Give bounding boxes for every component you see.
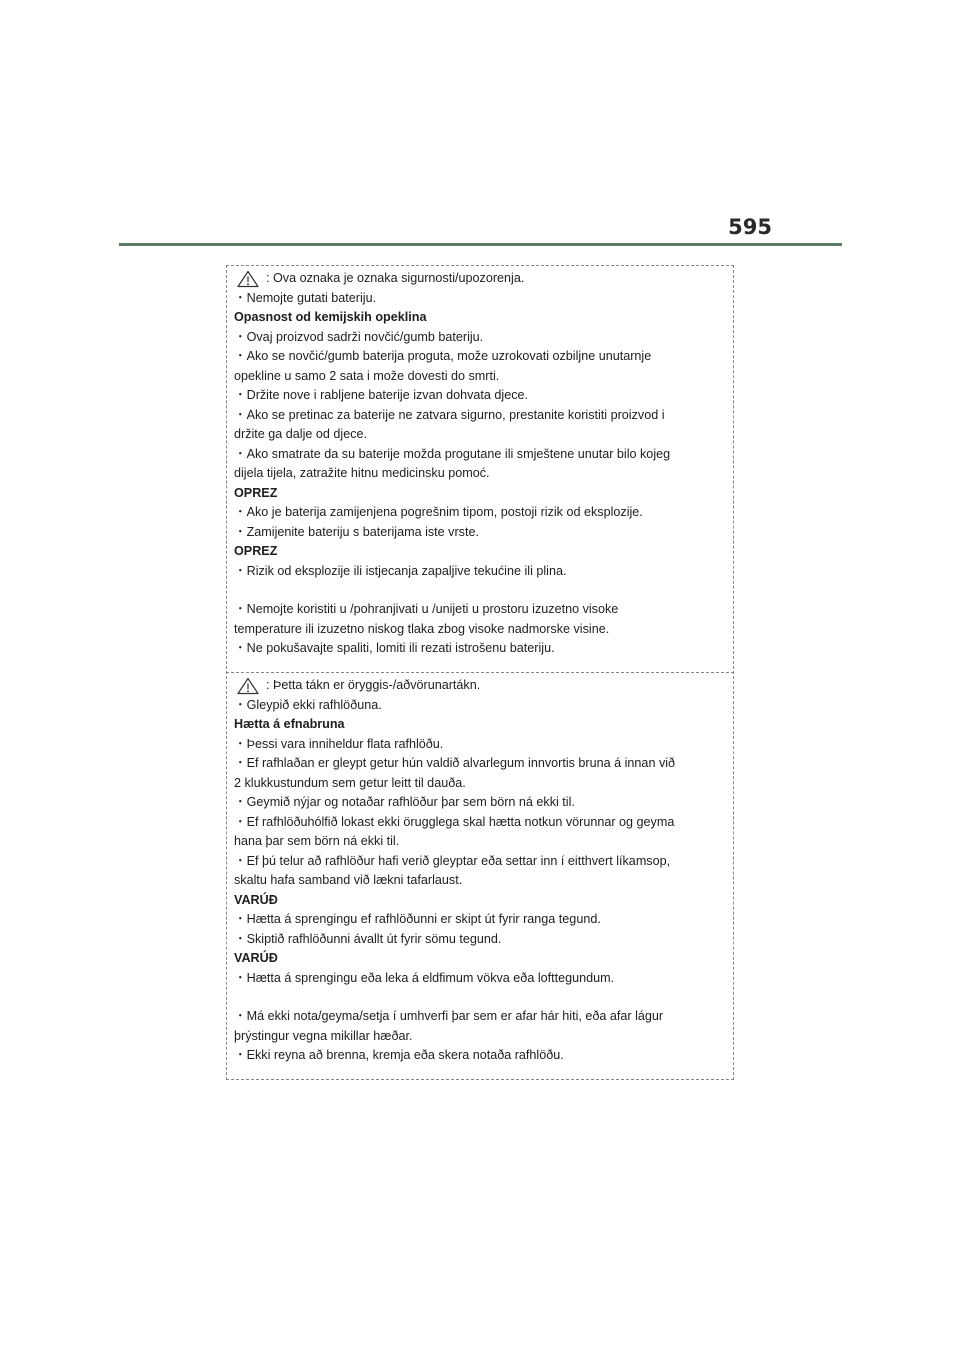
text-line: ・Ako se novčić/gumb baterija proguta, može uzrokovati ozbiljne unutarnje: [234, 349, 652, 363]
croatian-warning-section: [234, 269, 730, 659]
section-heading: OPREZ: [234, 544, 278, 558]
symbol-line: [234, 676, 730, 696]
text-line: ・Nemojte gutati bateriju.: [234, 290, 377, 305]
box-bottom-border: [226, 1079, 734, 1080]
text-line: skaltu hafa samband við lækni tafarlaust.: [234, 873, 463, 887]
text-line: ・Ako je baterija zamijenjena pogrešnim tipom, postoji rizik od eksplozije.: [234, 505, 643, 519]
section-heading: VARÚÐ: [234, 892, 278, 907]
section-heading: VARÚÐ: [234, 951, 278, 965]
symbol-description: : Þetta tákn er öryggis-/aðvörunartákn.: [266, 678, 481, 692]
text-line: ・Ekki reyna að brenna, kremja eða skera notaða rafhlöðu.: [234, 1048, 564, 1062]
warning-triangle-icon: [237, 270, 259, 288]
text-line: ・Rizik od eksplozije ili istjecanja zapaljive tekućine ili plina.: [234, 563, 567, 578]
text-line: opekline u samo 2 sata i može dovesti do smrti.: [234, 368, 500, 383]
text-line: ・Þessi vara inniheldur flata rafhlöðu.: [234, 736, 444, 751]
text-line: držite ga dalje od djece.: [234, 427, 368, 441]
text-line: ・Ako se pretinac za baterije ne zatvara sigurno, prestanite koristiti proizvod i: [234, 407, 665, 422]
page-number: 595: [728, 215, 772, 239]
text-line: ・Zamijenite bateriju s baterijama iste vrste.: [234, 524, 479, 539]
text-line: ・Držite nove i rabljene baterije izvan dohvata djece.: [234, 388, 529, 402]
battery-warning-box: [226, 265, 734, 1080]
text-line: ・Ef rafhlöðuhólfið lokast ekki örugglega skal hætta notkun vörunnar og geyma: [234, 814, 675, 829]
text-line: ・Ef rafhlaðan er gleypt getur hún valdið alvarlegum innvortis bruna á innan við: [234, 756, 676, 770]
icelandic-warning-section: [234, 676, 730, 1066]
text-line: ・Hætta á sprengingu eða leka á eldfimum vökva eða lofttegundum.: [234, 970, 615, 985]
text-line: ・Hætta á sprengingu ef rafhlöðunni er skipt út fyrir ranga tegund.: [234, 912, 601, 926]
text-line: þrýstingur vegna mikillar hæðar.: [234, 1028, 413, 1043]
warning-triangle-icon: [237, 677, 259, 695]
box-right-border: [733, 265, 734, 1080]
section-heading: OPREZ: [234, 485, 278, 500]
text-line: ・Ne pokušavajte spaliti, lomiti ili rezati istrošenu bateriju.: [234, 641, 555, 655]
text-line: ・Ef þú telur að rafhlöður hafi verið gleyptar eða settar inn í eitthvert líkamsop,: [234, 853, 671, 868]
text-line: ・Ako smatrate da su baterije možda progutane ili smještene unutar bilo kojeg: [234, 446, 671, 461]
section-text: [234, 696, 730, 1066]
section-heading: Hætta á efnabruna: [234, 717, 345, 731]
text-line: ・Gleypið ekki rafhlöðuna.: [234, 697, 382, 712]
paragraph-gap: [234, 988, 730, 1007]
text-line: ・Nemojte koristiti u /pohranjivati u /unijeti u prostoru izuzetno visoke: [234, 602, 619, 616]
text-line: ・Má ekki nota/geyma/setja í umhverfi þar sem er afar hár hiti, eða afar lágur: [234, 1009, 664, 1023]
text-line: temperature ili izuzetno niskog tlaka zbog visoke nadmorske visine.: [234, 621, 610, 636]
text-line: ・Skiptið rafhlöðunni ávallt út fyrir sömu tegund.: [234, 931, 502, 946]
paragraph-gap: [234, 581, 730, 600]
header-rule: [119, 243, 842, 246]
box-left-border: [226, 265, 227, 1080]
text-line: dijela tijela, zatražite hitnu medicinsku pomoć.: [234, 466, 490, 480]
symbol-description: : Ova oznaka je oznaka sigurnosti/upozorenja.: [266, 271, 525, 285]
section-text: [234, 289, 730, 659]
symbol-line: [234, 269, 730, 289]
box-top-border: [226, 265, 734, 266]
text-line: hana þar sem börn ná ekki til.: [234, 834, 400, 848]
text-line: ・Geymið nýjar og notaðar rafhlöður þar sem börn ná ekki til.: [234, 795, 575, 809]
text-line: ・Ovaj proizvod sadrži novčić/gumb bateriju.: [234, 329, 484, 344]
text-line: 2 klukkustundum sem getur leitt til dauða.: [234, 775, 466, 790]
section-heading: Opasnost od kemijskih opeklina: [234, 310, 427, 324]
section-divider: [226, 672, 734, 673]
